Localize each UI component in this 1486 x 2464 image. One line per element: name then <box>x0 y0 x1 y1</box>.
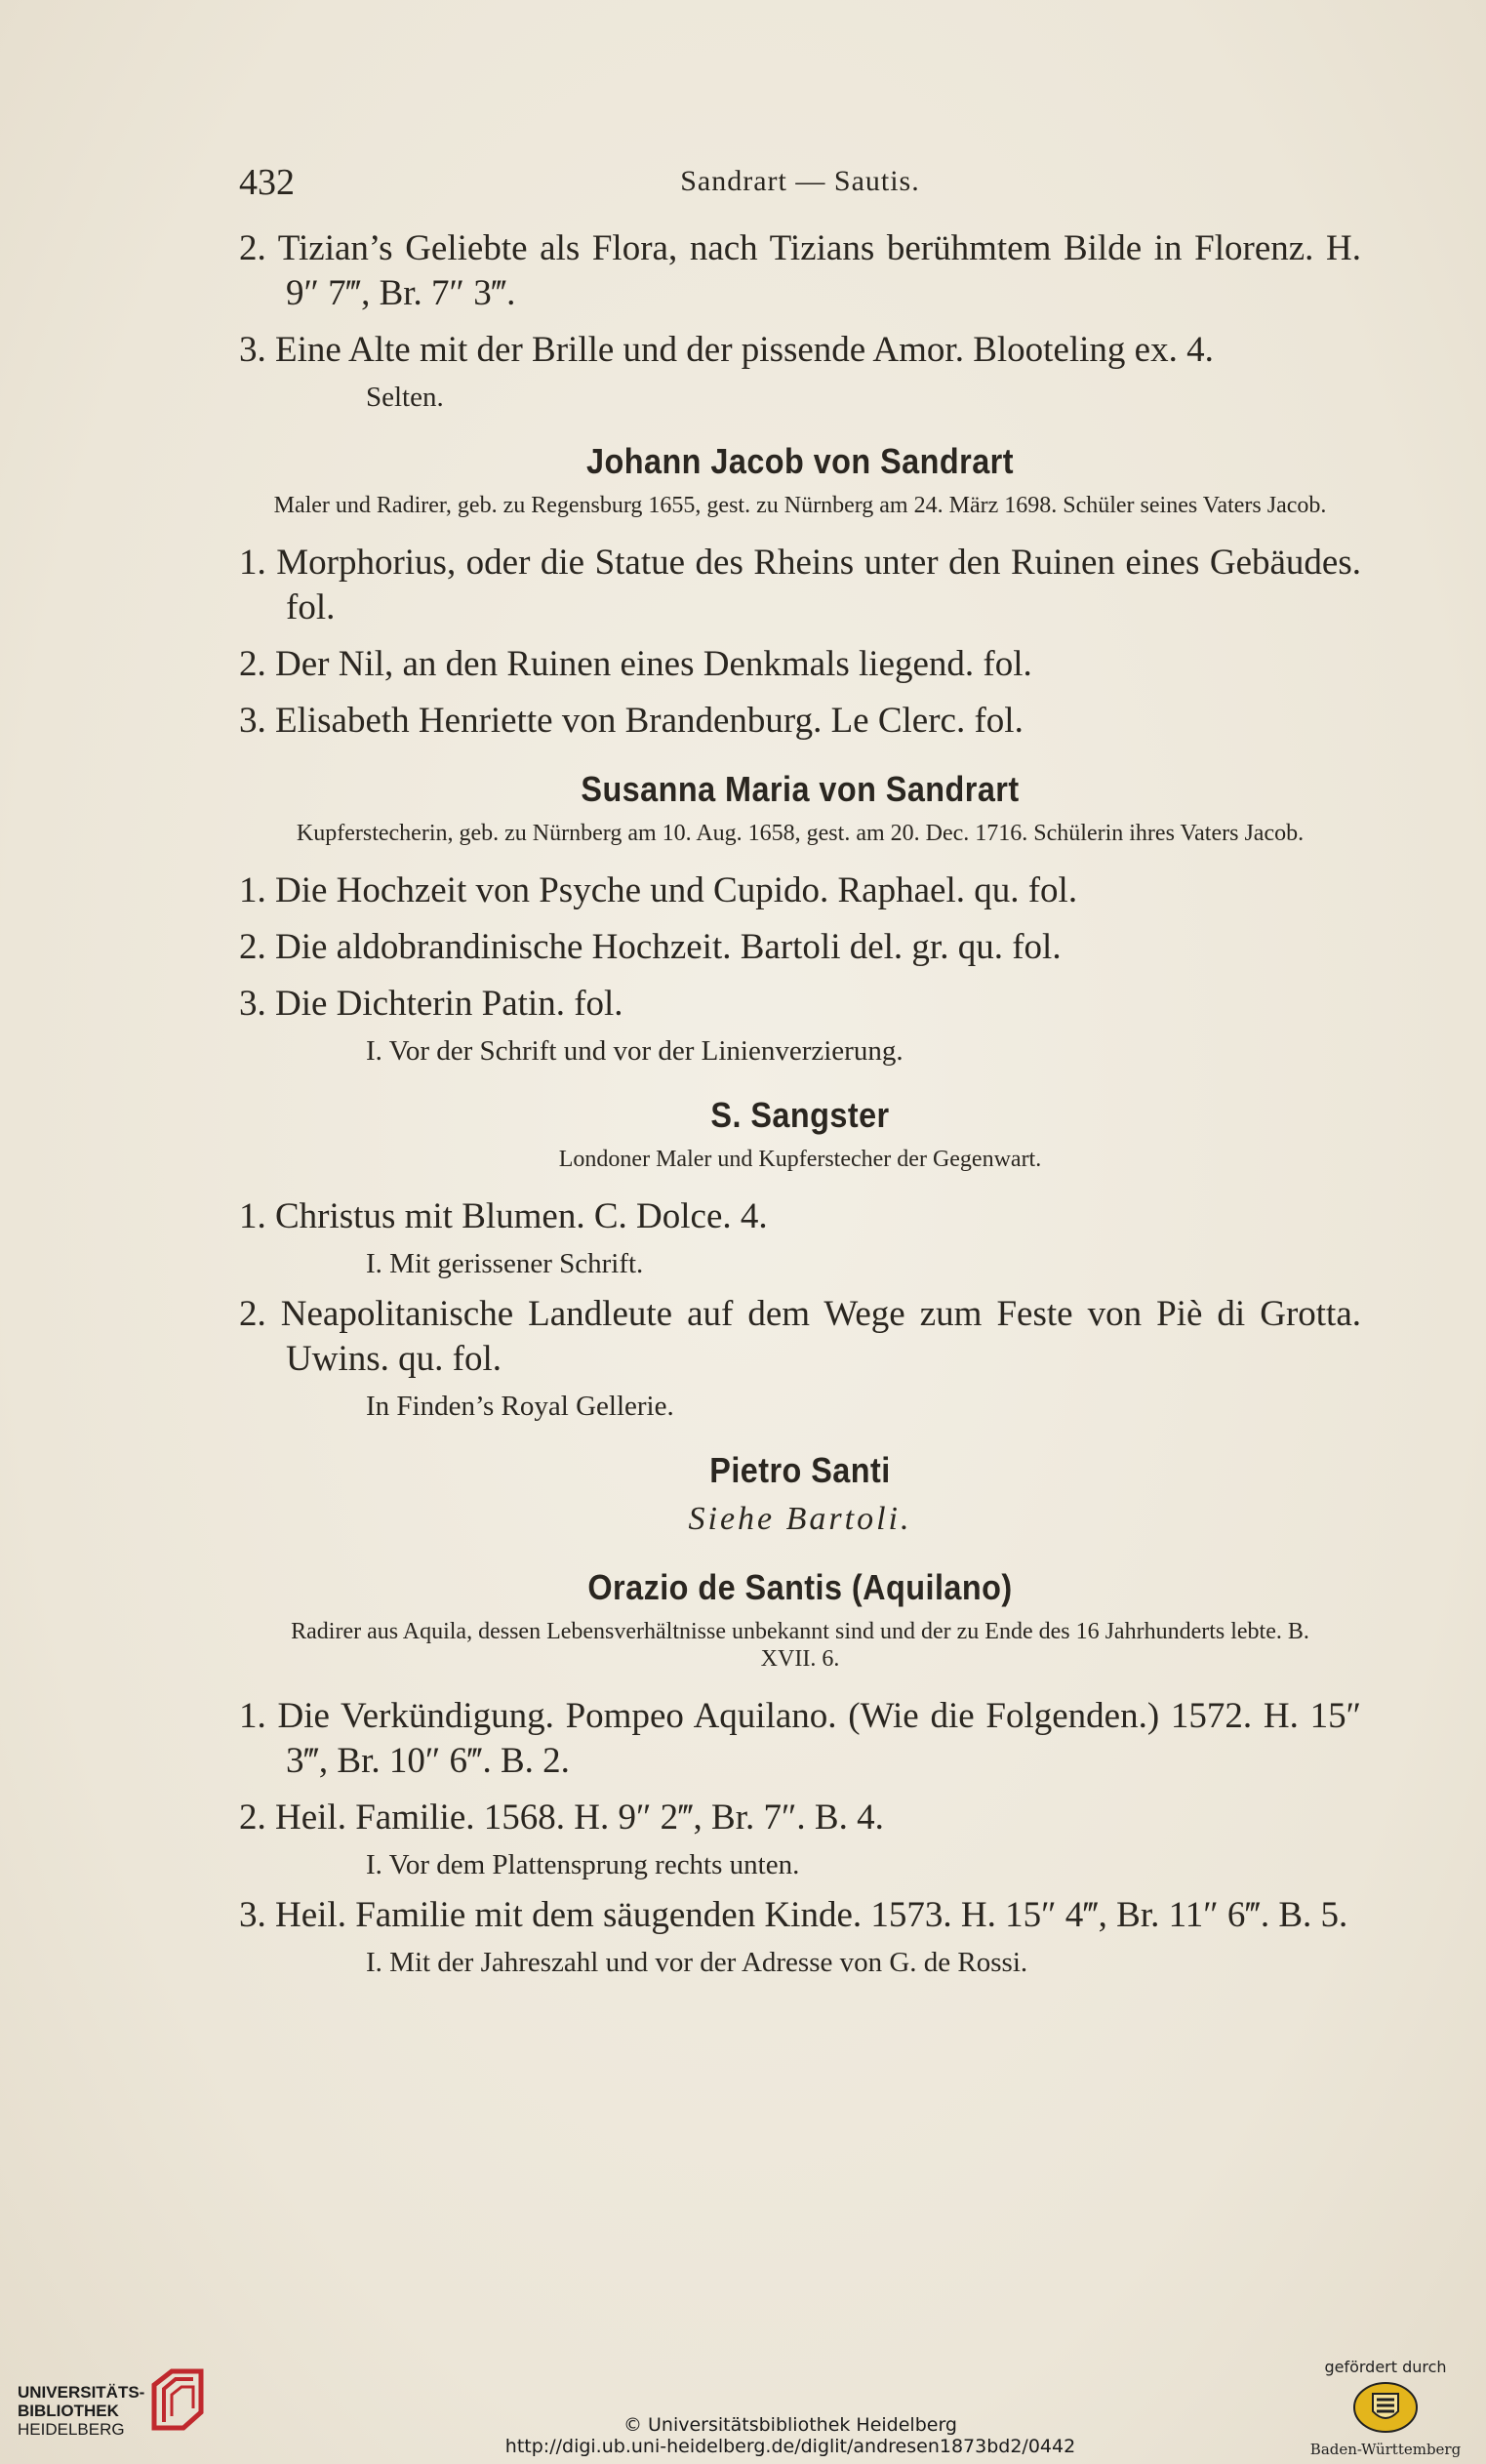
entry: 2. Der Nil, an den Ruinen eines Denkmals liegend. fol. <box>239 644 1032 684</box>
artist-heading: Pietro Santi <box>709 1450 891 1490</box>
running-head: Sandrart — Sautis. <box>680 165 920 197</box>
entry: 3. Heil. Familie mit dem säugenden Kinde. 1573. H. 15″ 4‴, Br. 11″ 6‴. B. 5. <box>239 1895 1348 1935</box>
entry-note: I. Vor der Schrift und vor der Linienverzierung. <box>366 1035 904 1067</box>
permalink-url[interactable]: http://digi.ub.uni-heidelberg.de/diglit/andresen1873bd2/0442 <box>504 2436 1076 2457</box>
artist-heading: S. Sangster <box>710 1095 890 1135</box>
region-label: Baden-Württemberg <box>1309 2441 1462 2458</box>
artist-description: Kupferstecherin, geb. zu Nürnberg am 10. Aug. 1658, gest. am 20. Dec. 1716. Schülerin ihres Vaters Jacob. <box>296 821 1305 846</box>
artist-heading: Johann Jacob von Sandrart <box>586 441 1014 481</box>
entry-note: I. Vor dem Plattensprung rechts unten. <box>366 1849 800 1880</box>
library-name-line3: HEIDELBERG <box>18 2420 125 2439</box>
library-name-line2: BIBLIOTHEK <box>18 2402 119 2420</box>
entry: 1. Die Hochzeit von Psyche und Cupido. Raphael. qu. fol. <box>239 870 1078 910</box>
entry-note: I. Mit der Jahreszahl und vor der Adresse von G. de Rossi. <box>366 1947 1028 1978</box>
coat-of-arms-icon <box>1351 2380 1420 2435</box>
library-name-line1: UNIVERSITÄTS- <box>18 2383 145 2402</box>
entry: 1. Die Verkündigung. Pompeo Aquilano. (Wie die Folgenden.) 1572. H. 15″ 3‴, Br. 10″ 6‴. B. 2. <box>239 1696 1361 1781</box>
entry: 1. Christus mit Blumen. C. Dolce. 4. <box>239 1196 768 1236</box>
page-number: 432 <box>239 162 295 203</box>
copyright-line: © Universitätsbibliothek Heidelberg <box>623 2414 957 2436</box>
entry: 2. Die aldobrandinische Hochzeit. Bartoli del. gr. qu. fol. <box>239 927 1062 967</box>
entry: 3. Die Dichterin Patin. fol. <box>239 984 623 1024</box>
page-body <box>239 226 1361 1991</box>
artist-description: Londoner Maler und Kupferstecher der Gegenwart. <box>558 1147 1042 1172</box>
funded-by-label: gefördert durch <box>1324 2358 1447 2376</box>
artist-description: Maler und Radirer, geb. zu Regensburg 1655, gest. zu Nürnberg am 24. März 1698. Schüler seines Vaters Jacob. <box>273 493 1327 518</box>
entry-note: Selten. <box>366 382 444 413</box>
artist-heading: Susanna Maria von Sandrart <box>581 769 1020 809</box>
cross-reference: Siehe Bartoli. <box>688 1501 912 1537</box>
footer-attribution <box>371 2414 1210 2457</box>
entry: 2. Heil. Familie. 1568. H. 9″ 2‴, Br. 7″. B. 4. <box>239 1798 884 1838</box>
entry: 3. Elisabeth Henriette von Brandenburg. Le Clerc. fol. <box>239 701 1024 741</box>
library-logo[interactable] <box>18 2362 213 2440</box>
page-header <box>239 161 1361 210</box>
library-mark-icon <box>150 2367 205 2432</box>
entry: 1. Morphorius, oder die Statue des Rheins unter den Ruinen eines Gebäudes. fol. <box>239 543 1361 627</box>
library-name <box>18 2383 144 2439</box>
entry-note: I. Mit gerissener Schrift. <box>366 1248 644 1279</box>
artist-description: Radirer aus Aquila, dessen Lebensverhältnisse unbekannt sind und der zu Ende des 16 Jahrhunderts lebte. B. XVII. 6. <box>291 1619 1309 1672</box>
artist-heading: Orazio de Santis (Aquilano) <box>587 1567 1013 1607</box>
entry: 2. Tizian’s Geliebte als Flora, nach Tizians berühmtem Bilde in Florenz. H. 9″ 7‴, Br. 7″ 3‴. <box>239 228 1361 313</box>
entry: 2. Neapolitanische Landleute auf dem Wege zum Feste von Piè di Grotta. Uwins. qu. fol. <box>239 1294 1361 1379</box>
entry-note: In Finden’s Royal Gellerie. <box>366 1391 674 1422</box>
entry: 3. Eine Alte mit der Brille und der pissende Amor. Blooteling ex. 4. <box>239 330 1214 370</box>
funding-logo[interactable] <box>1298 2358 1473 2460</box>
